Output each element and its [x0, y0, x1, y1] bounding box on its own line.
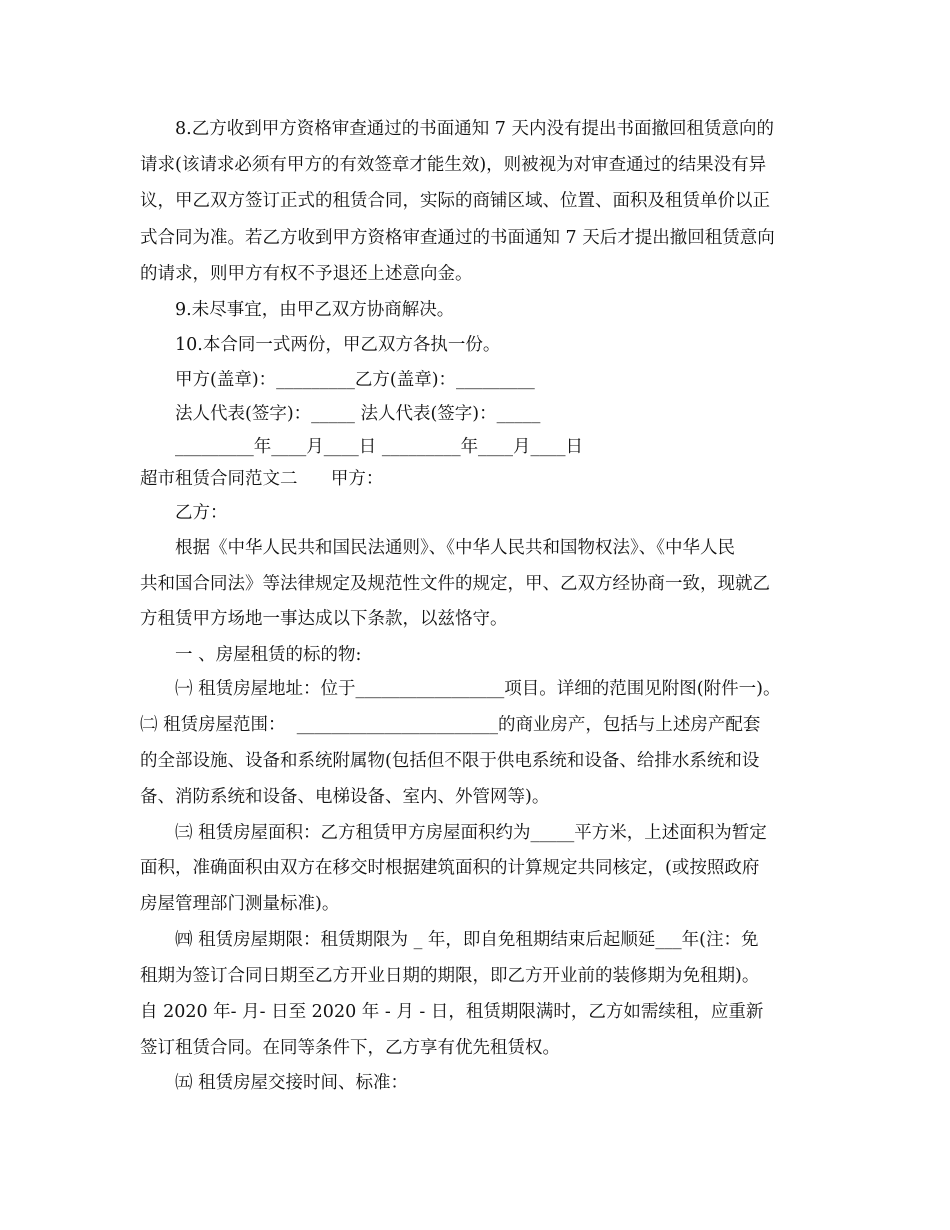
- item-3-area-line-2: 面积，准确面积由双方在移交时根据建筑面积的计算规定共同核定，(或按照政府: [140, 858, 760, 878]
- clause-8-line-4: 式合同为准。若乙方收到甲方资格审查通过的书面通知 7 天后才提出撤回租赁意向: [140, 228, 775, 248]
- item-2-scope-line-3: 备、消防系统和设备、电梯设备、室内、外管网等)。: [140, 787, 550, 807]
- clause-8-line-3: 议，甲乙双方签订正式的租赁合同，实际的商铺区域、位置、面积及租赁单价以正: [140, 191, 770, 211]
- signature-representative-line: 法人代表(签字)：_____ 法人代表(签字)：_____: [175, 404, 541, 424]
- item-5-handover: ㈤ 租赁房屋交接时间、标准：: [175, 1073, 409, 1093]
- item-4-term-line-2: 租期为签订合同日期至乙方开业日期的期限，即乙方开业前的装修期为免租期)。: [140, 966, 760, 986]
- item-4-term-line-1: ㈣ 租赁房屋期限：租赁期限为 _ 年，即自免租期结束后起顺延___年(注：免: [175, 930, 759, 950]
- item-4-term-line-3: 自 2020 年- 月- 日至 2020 年 - 月 - 日，租赁期限满时，乙方如需续租，应重新: [140, 1002, 764, 1022]
- signature-seal-line: 甲方(盖章)：_________乙方(盖章)：_________: [175, 370, 535, 390]
- clause-8-line-1: 8.乙方收到甲方资格审查通过的书面通知 7 天内没有提出书面撤回租赁意向的: [175, 119, 774, 139]
- clause-8-line-5: 的请求，则甲方有权不予退还上述意向金。: [140, 264, 473, 284]
- section-1-heading: 一 、房屋租赁的标的物:: [175, 645, 362, 665]
- preamble-line-2: 共和国合同法》等法律规定及规范性文件的规定，甲、乙双方经协商一致，现就乙: [140, 574, 770, 594]
- party-b-label: 乙方：: [175, 503, 228, 523]
- clause-8-line-2: 请求(该请求必须有甲方的有效签章才能生效)，则被视为对审查通过的结果没有异: [140, 155, 767, 175]
- item-1-address: ㈠ 租赁房屋地址：位于_________________项目。详细的范围见附图(附件一)。: [175, 679, 781, 699]
- item-2-scope-line-2: 的全部设施、设备和系统附属物(包括但不限于供电系统和设备、给排水系统和设: [140, 751, 760, 771]
- clause-9: 9.未尽事宜，由甲乙双方协商解决。: [175, 300, 455, 320]
- preamble-line-1: 根据《中华人民共和国民法通则》、《中华人民共和国物权法》、《中华人民: [175, 538, 735, 558]
- second-contract-heading: 超市租赁合同范文二 甲方：: [140, 469, 384, 489]
- item-2-scope-line-1: ㈡ 租赁房屋范围： _______________________的商业房产，包括与上述房产配套: [140, 715, 761, 735]
- clause-10: 10.本合同一式两份，甲乙双方各执一份。: [175, 335, 501, 355]
- preamble-line-3: 方租赁甲方场地一事达成以下条款，以兹恪守。: [140, 609, 508, 629]
- item-3-area-line-3: 房屋管理部门测量标准)。: [140, 894, 340, 914]
- item-3-area-line-1: ㈢ 租赁房屋面积：乙方租赁甲方房屋面积约为_____平方米，上述面积为暂定: [175, 823, 767, 843]
- signature-date-line: _________年____月____日 _________年____月____日: [175, 437, 584, 457]
- item-4-term-line-4: 签订租赁合同。在同等条件下，乙方享有优先租赁权。: [140, 1038, 560, 1058]
